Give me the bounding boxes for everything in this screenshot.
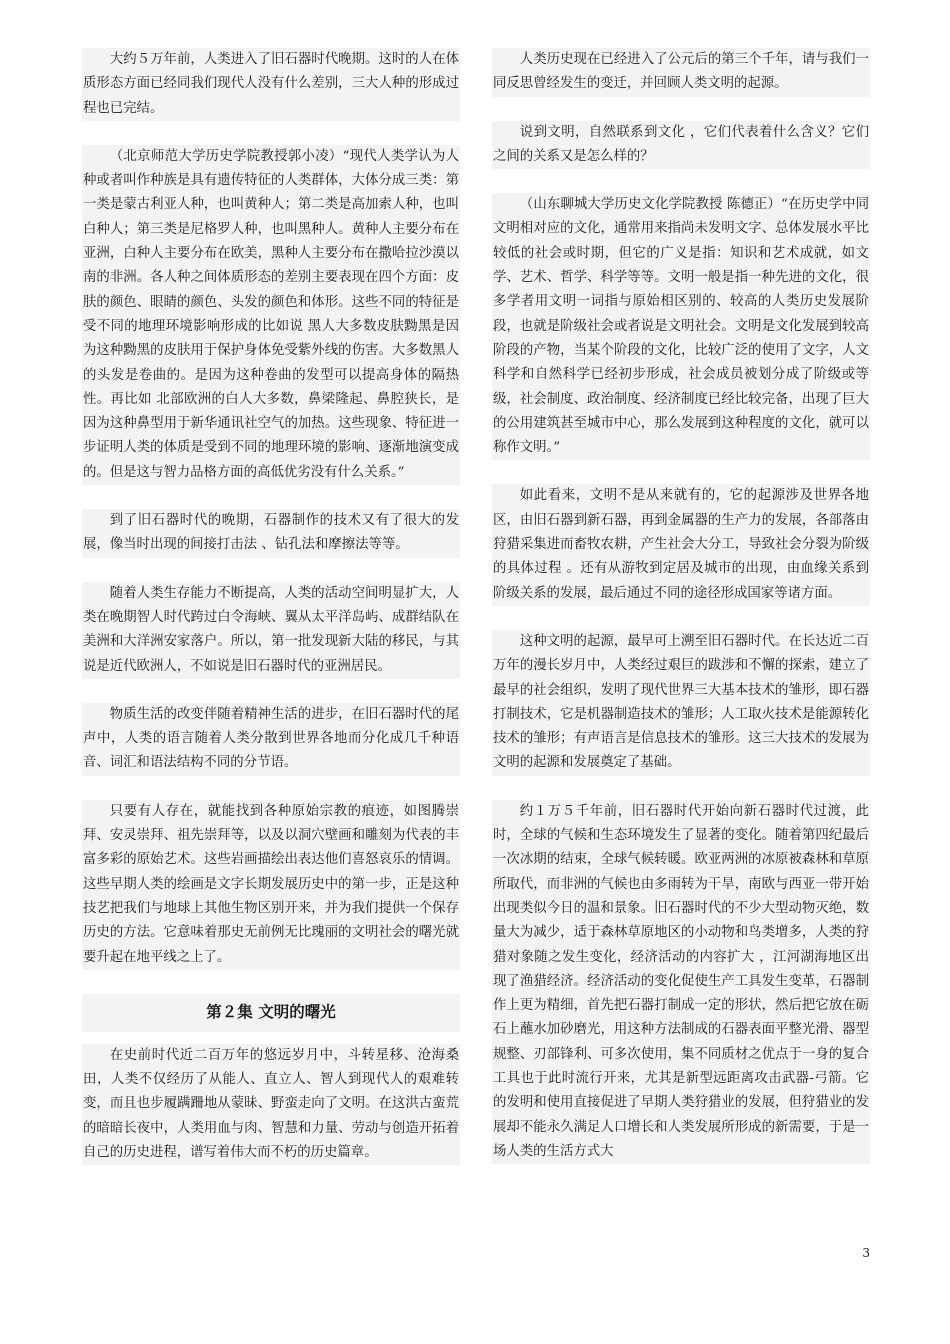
paragraph: 物质生活的改变伴随着精神生活的进步，在旧石器时代的尾声中，人类的语言随着人类分散到世界各地而分化成几千种语音、词汇和语法结构不同的分节语。 <box>82 703 460 776</box>
paragraph: 人类历史现在已经进入了公元后的第三个千年，请与我们一同反思曾经发生的变迁，并回顾人类文明的起源。 <box>492 48 870 97</box>
paragraph: 到了旧石器时代的晚期，石器制作的技术又有了很大的发展，像当时出现的间接打击法 、钻孔法和摩擦法等等。 <box>82 509 460 558</box>
paragraph: 大约５万年前，人类进入了旧石器时代晚期。这时的人在体质形态方面已经同我们现代人没有什么差别，三大人种的形成过程也已完结。 <box>82 48 460 121</box>
paragraph: 如此看来，文明不是从来就有的，它的起源涉及世界各地区，由旧石器到新石器，再到金属器的生产力的发展，各部落由狩猎采集进而畜牧农耕，产生社会大分工，导致社会分裂为阶级的具体过程 。还有从游牧到定居及城市的出现，由血缘关系到阶级关系的发展，最后通过不同的途径形成国家等诸方面。 <box>492 484 870 605</box>
paragraph: 这种文明的起源，最早可上溯至旧石器时代。在长达近二百万年的漫长岁月中，人类经过艰巨的跋涉和不懈的探索，建立了最早的社会组织，发明了现代世界三大基本技术的雏形，即石器打制技术，它是机器制造技术的雏形；人工取火技术是能源转化技术的雏形；有声语言是信息技术的雏形。这三大技术的发展为文明的起源和发展奠定了基础。 <box>492 630 870 776</box>
paragraph: （北京师范大学历史学院教授郭小凌）“现代人类学认为人种或者叫作种族是具有遗传特征的人类群体，大体分成三类：第一类是蒙古利亚人种，也叫黄种人；第二类是高加索人种，也叫白种人；第三类是尼格罗人种，也叫黑种人。黄种人主要分布在亚洲，白种人主要分布在欧美，黑种人主要分布在撒哈拉沙漠以南的非洲。各人种之间体质形态的差别主要表现在四个方面：皮肤的颜色、眼睛的颜色、头发的颜色和体形。这些不同的特征是受不同的地理环境影响形成的比如说 黑人大多数皮肤黝黑是因为这种黝黑的皮肤用于保护身体免受紫外线的伤害。大多数黑人的头发是卷曲的。是因为这种卷曲的发型可以提高身体的隔热性。再比如 北部欧洲的白人大多数，鼻梁隆起、鼻腔狭长，是因为这种鼻型用于新华通讯社空气的加热。这些现象、特征进一步证明人类的体质是受到不同的地理环境的影响、逐渐地演变成的。但是这与智力品格方面的高低优劣没有什么关系。” <box>82 145 460 485</box>
paragraph: 随着人类生存能力不断提高，人类的活动空间明显扩大，人类在晚期智人时代跨过白令海峡、翼从太平洋岛屿、成群结队在美洲和大洋洲安家落户。所以，第一批发现新大陆的移民，与其说是近代欧洲人，不如说是旧石器时代的亚洲居民。 <box>82 582 460 679</box>
paragraph: 只要有人存在，就能找到各种原始宗教的痕迹，如图腾崇拜、安灵崇拜、祖先崇拜等，以及以洞穴壁画和雕刻为代表的丰富多彩的原始艺术。这些岩画描绘出表达他们喜怒哀乐的情调。这些早期人类的绘画是文字长期发展历史中的第一步，正是这种技艺把我们与地球上其他生物区别开来，并为我们提供一个保存历史的方法。它意味着那史无前例无比瑰丽的文明社会的曙光就要升起在地平线之上了。 <box>82 800 460 970</box>
paragraph: （山东聊城大学历史文化学院教授 陈德正）“在历史学中同文明相对应的文化，通常用来指尚未发明文字、总体发展水平比较低的社会或时期，但它的广义是指：知识和艺术成就，如文学、艺术、哲学、科学等等。文明一般是指一种先进的文化，很多学者用文明一词指与原始相区别的、较高的人类历史发展阶段，也就是阶级社会或者说是文明社会。文明是文化发展到较高阶段的产物，当某个阶段的文化，比较广泛的使用了文字，人文科学和自然科学已经初步形成，社会成员被划分成了阶级或等级，社会制度、政治制度、经济制度已经比较完备，出现了巨大的公用建筑甚至城市中心，那么发展到这种程度的文化，就可以称作文明。” <box>492 193 870 460</box>
page-number: 3 <box>862 1246 870 1260</box>
right-column <box>492 48 870 1188</box>
left-column <box>82 48 460 1189</box>
paragraph: 约１万５千年前，旧石器时代开始向新石器时代过渡，此时，全球的气候和生态环境发生了显著的变化。随着第四纪最后一次冰期的结束，全球气候转暖。欧亚两洲的冰原被森林和草原所取代，而非洲的气候也由多雨转为干旱，南欧与西亚一带开始出现类似今日的温和景象。旧石器时代的不少大型动物灭绝，数量大为减少，适于森林草原地区的小动物和鸟类增多，人类的狩猎对象随之发生变化，经济活动的内容扩大 ，江河湖海地区出现了渔猎经济。经济活动的变化促使生产工具发生变革，石器制作上更为精细，首先把石器打制成一定的形状，然后把它放在砺石上蘸水加砂磨光，用这种方法制成的石器表面平整光滑、器型规整、刃部锋利、可多次使用，集不同质材之优点于一身的复合工具也于此时流行开来，尤其是新型远距离攻击武器-弓箭。它的发明和使用直接促进了早期人类狩猎业的发展，但狩猎业的发展却不能永久满足人口增长和人类发展所形成的新需要，于是一场人类的生活方式大 <box>492 800 870 1164</box>
paragraph: 说到文明，自然联系到文化 ，它们代表着什么含义？它们之间的关系又是怎么样的？ <box>492 121 870 170</box>
paragraph: 在史前时代近二百万年的悠远岁月中，斗转星移、沧海桑田，人类不仅经历了从能人、直立人、智人到现代人的艰难转变，而且也步履蹒跚地从蒙昧、野蛮走向了文明。在这洪古蛮荒的暗暗长夜中，人类用血与肉、智慧和力量、劳动与创造开拓着自己的历史进程，谱写着伟大而不朽的历史篇章。 <box>82 1044 460 1165</box>
section-heading: 第２集 文明的曙光 <box>82 994 460 1032</box>
